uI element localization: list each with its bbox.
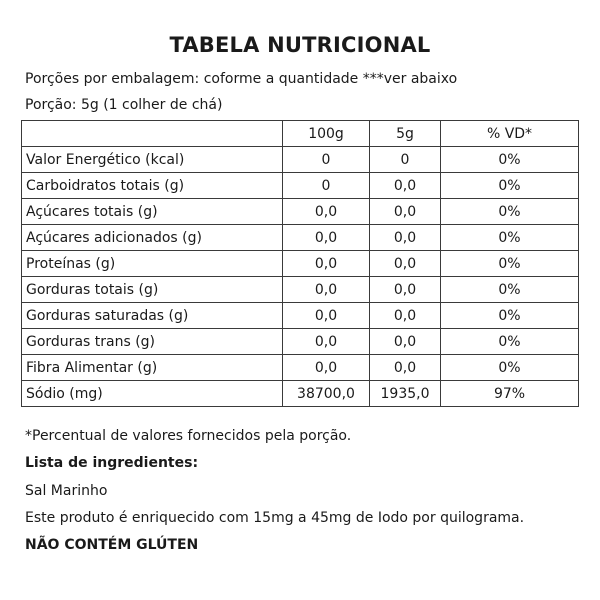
value-5g: 0,0 [370, 251, 441, 277]
nutrition-table [21, 120, 579, 407]
value-vd: 0% [441, 173, 579, 199]
page-title: TABELA NUTRICIONAL [169, 33, 431, 57]
table-row [22, 277, 579, 303]
ingredients-heading: Lista de ingredientes: [25, 455, 199, 471]
table-row [22, 251, 579, 277]
table-row [22, 173, 579, 199]
table-row [22, 225, 579, 251]
table-row [22, 199, 579, 225]
value-5g: 0,0 [370, 225, 441, 251]
value-5g: 0 [370, 147, 441, 173]
value-5g: 0,0 [370, 277, 441, 303]
value-vd: 0% [441, 251, 579, 277]
table-header-row [22, 121, 579, 147]
servings-per-package: Porções por embalagem: coforme a quantidade ***ver abaixo [25, 71, 458, 87]
nutrient-name: Carboidratos totais (g) [22, 173, 283, 199]
nutrient-name: Proteínas (g) [22, 251, 283, 277]
nutrient-name: Fibra Alimentar (g) [22, 355, 283, 381]
column-header-100g: 100g [283, 121, 370, 147]
value-5g: 0,0 [370, 355, 441, 381]
value-vd: 0% [441, 329, 579, 355]
table-row [22, 147, 579, 173]
value-100g: 0,0 [283, 355, 370, 381]
vd-footnote: *Percentual de valores fornecidos pela porção. [25, 428, 352, 444]
value-100g: 0,0 [283, 225, 370, 251]
value-5g: 0,0 [370, 173, 441, 199]
value-vd: 0% [441, 199, 579, 225]
value-vd: 0% [441, 277, 579, 303]
value-100g: 0,0 [283, 303, 370, 329]
nutrient-name: Valor Energético (kcal) [22, 147, 283, 173]
table-row [22, 381, 579, 407]
table-row [22, 303, 579, 329]
value-5g: 0,0 [370, 199, 441, 225]
value-100g: 0 [283, 147, 370, 173]
value-100g: 0,0 [283, 329, 370, 355]
nutrient-name: Sódio (mg) [22, 381, 283, 407]
value-100g: 0,0 [283, 251, 370, 277]
value-100g: 0,0 [283, 277, 370, 303]
column-header-vd: % VD* [441, 121, 579, 147]
value-5g: 0,0 [370, 303, 441, 329]
table-row [22, 329, 579, 355]
table-row [22, 355, 579, 381]
value-100g: 0 [283, 173, 370, 199]
gluten-free-note: NÃO CONTÉM GLÚTEN [25, 537, 199, 553]
nutrient-name: Gorduras totais (g) [22, 277, 283, 303]
value-vd: 0% [441, 147, 579, 173]
ingredients-list: Sal Marinho [25, 483, 108, 499]
iodine-note: Este produto é enriquecido com 15mg a 45mg de Iodo por quilograma. [25, 510, 525, 526]
portion-size: Porção: 5g (1 colher de chá) [25, 97, 223, 113]
value-vd: 97% [441, 381, 579, 407]
nutrient-name: Gorduras saturadas (g) [22, 303, 283, 329]
value-5g: 1935,0 [370, 381, 441, 407]
value-vd: 0% [441, 355, 579, 381]
value-vd: 0% [441, 225, 579, 251]
value-100g: 0,0 [283, 199, 370, 225]
column-header-5g: 5g [370, 121, 441, 147]
nutrient-name: Açúcares totais (g) [22, 199, 283, 225]
column-header-nutrient [22, 121, 283, 147]
nutrient-name: Gorduras trans (g) [22, 329, 283, 355]
value-vd: 0% [441, 303, 579, 329]
value-5g: 0,0 [370, 329, 441, 355]
nutrient-name: Açúcares adicionados (g) [22, 225, 283, 251]
value-100g: 38700,0 [283, 381, 370, 407]
